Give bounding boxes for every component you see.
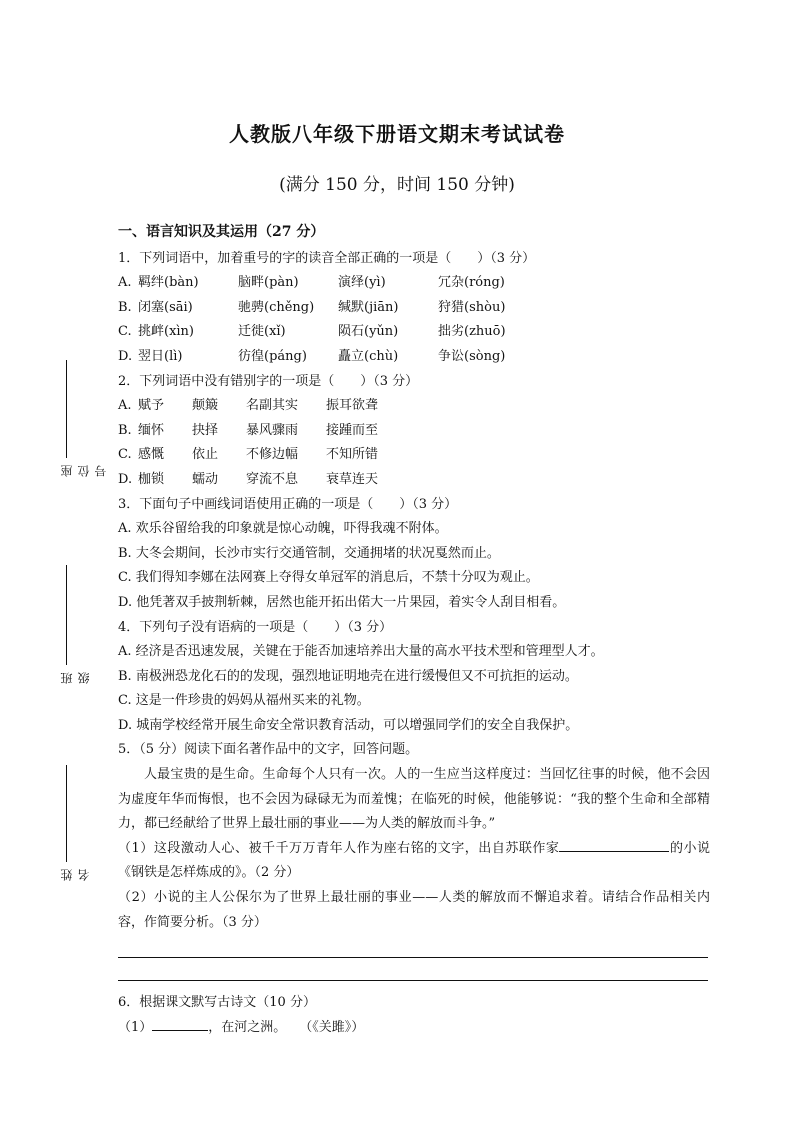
q2-option-d: D. 枷锁 蠕动 穿流不息 衰草连天 [118,471,379,487]
q1-option-c: C. 挑衅(xìn) 迁徙(xǐ) 陨石(yǔn) 拙劣(zhuō) [118,324,506,340]
question-2-stem: 2．下列词语中没有错别字的一项是（ ）（3 分） [118,373,419,389]
class-line [66,565,67,665]
name-line [66,765,67,862]
seat-number-label: 座位号 [60,464,108,477]
q5-sub-question-1: （1）这段激动人心、被千千万万青年人作为座右铭的文字，出自苏联作家 的小说《钢铁是怎样炼成的》。（2 分） [118,837,710,886]
poem-answer-blank[interactable] [152,1016,208,1031]
question-6-stem: 6．根据课文默写古诗文（10 分） [118,995,316,1011]
q3-option-d: D. 他凭著双手披荆斩棘，居然也能开拓出偌大一片果园，着实令人刮目相看。 [118,594,566,610]
section-heading: 一、语言知识及其运用（27 分） [118,224,325,240]
q5-sub-question-2: （2）小说的主人公保尔为了世界上最壮丽的事业——人类的解放而不懈追求着。请结合作品相关内容，作简要分析。（3 分） [118,890,710,930]
question-1-stem: 1．下列词语中，加着重号的字的读音全部正确的一项是（ ）（3 分） [118,250,536,266]
q6-line-1: （1） ，在河之洲。 （《关雎》） [118,1016,710,1041]
q4-option-a: A. 经济是否迅速发展，关键在于能否加速培养出大量的高水平技术型和管理型人才。 [118,644,604,660]
q4-option-c: C. 这是一件珍贵的妈妈从福州买来的礼物。 [118,693,370,709]
seat-number-line [66,360,67,458]
exam-content [118,220,710,1040]
q2-option-a: A. 赋予 颠簸 名副其实 振耳欲聋 [118,398,379,414]
question-2-options [118,394,710,492]
q3-option-a: A. 欢乐谷留给我的印象就是惊心动魄，吓得我魂不附体。 [118,521,448,537]
question-1-options [118,271,710,369]
q5-passage: 人最宝贵的是生命。生命每个人只有一次。人的一生应当这样度过：当回忆往事的时候，他不会因为虚度年华而悔恨，也不会因为碌碌无为而羞愧；在临死的时候，他能够说：“我的整个生命和全部精力，都已经献给了世界上最壮丽的事业——为人类的解放而斗争。” [118,767,710,832]
question-5-stem: 5．（5 分）阅读下面名著作品中的文字，回答问题。 [118,742,419,758]
q2-option-c: C. 感慨 依止 不修边幅 不知所错 [118,447,379,463]
q1-option-a: A. 羁绊(bàn) 脑畔(pàn) 演绎(yì) 冗杂(róng) [118,275,505,291]
page-subtitle: (满分 150 分，时间 150 分钟) [279,175,515,195]
q4-option-b: B. 南极洲恐龙化石的的发现，强烈地证明地壳在进行缓慢但又不可抗拒的运动。 [118,668,578,684]
author-answer-blank[interactable] [559,837,669,852]
q2-option-b: B. 缅怀 抉择 暴风骤雨 接踵而至 [118,422,379,438]
q1-option-b: B. 闭塞(sāi) 驰骋(chěng) 缄默(jiān) 狩猎(shòu) [118,299,506,315]
class-label: 班级 [60,671,91,684]
answer-line-2[interactable] [118,958,708,981]
q3-option-c: C. 我们得知李娜在法网赛上夺得女单冠军的消息后，不禁十分叹为观止。 [118,570,539,586]
name-label: 姓名 [60,868,91,881]
question-4-stem: 4．下列句子没有语病的一项是（ ）（3 分） [118,619,393,635]
q3-option-b: B. 大冬会期间，长沙市实行交通管制，交通拥堵的状况戛然而止。 [118,545,500,561]
page-title: 人教版八年级下册语文期末考试试卷 [229,122,565,146]
question-3-stem: 3．下面句子中画线词语使用正确的一项是（ ）（3 分） [118,496,458,512]
q4-option-d: D. 城南学校经常开展生命安全常识教育活动，可以增强同学们的安全自我保护。 [118,717,579,733]
q1-option-d: D. 翌日(lì) 彷徨(páng) 矗立(chù) 争讼(sòng) [118,348,506,364]
answer-line-1[interactable] [118,935,708,958]
